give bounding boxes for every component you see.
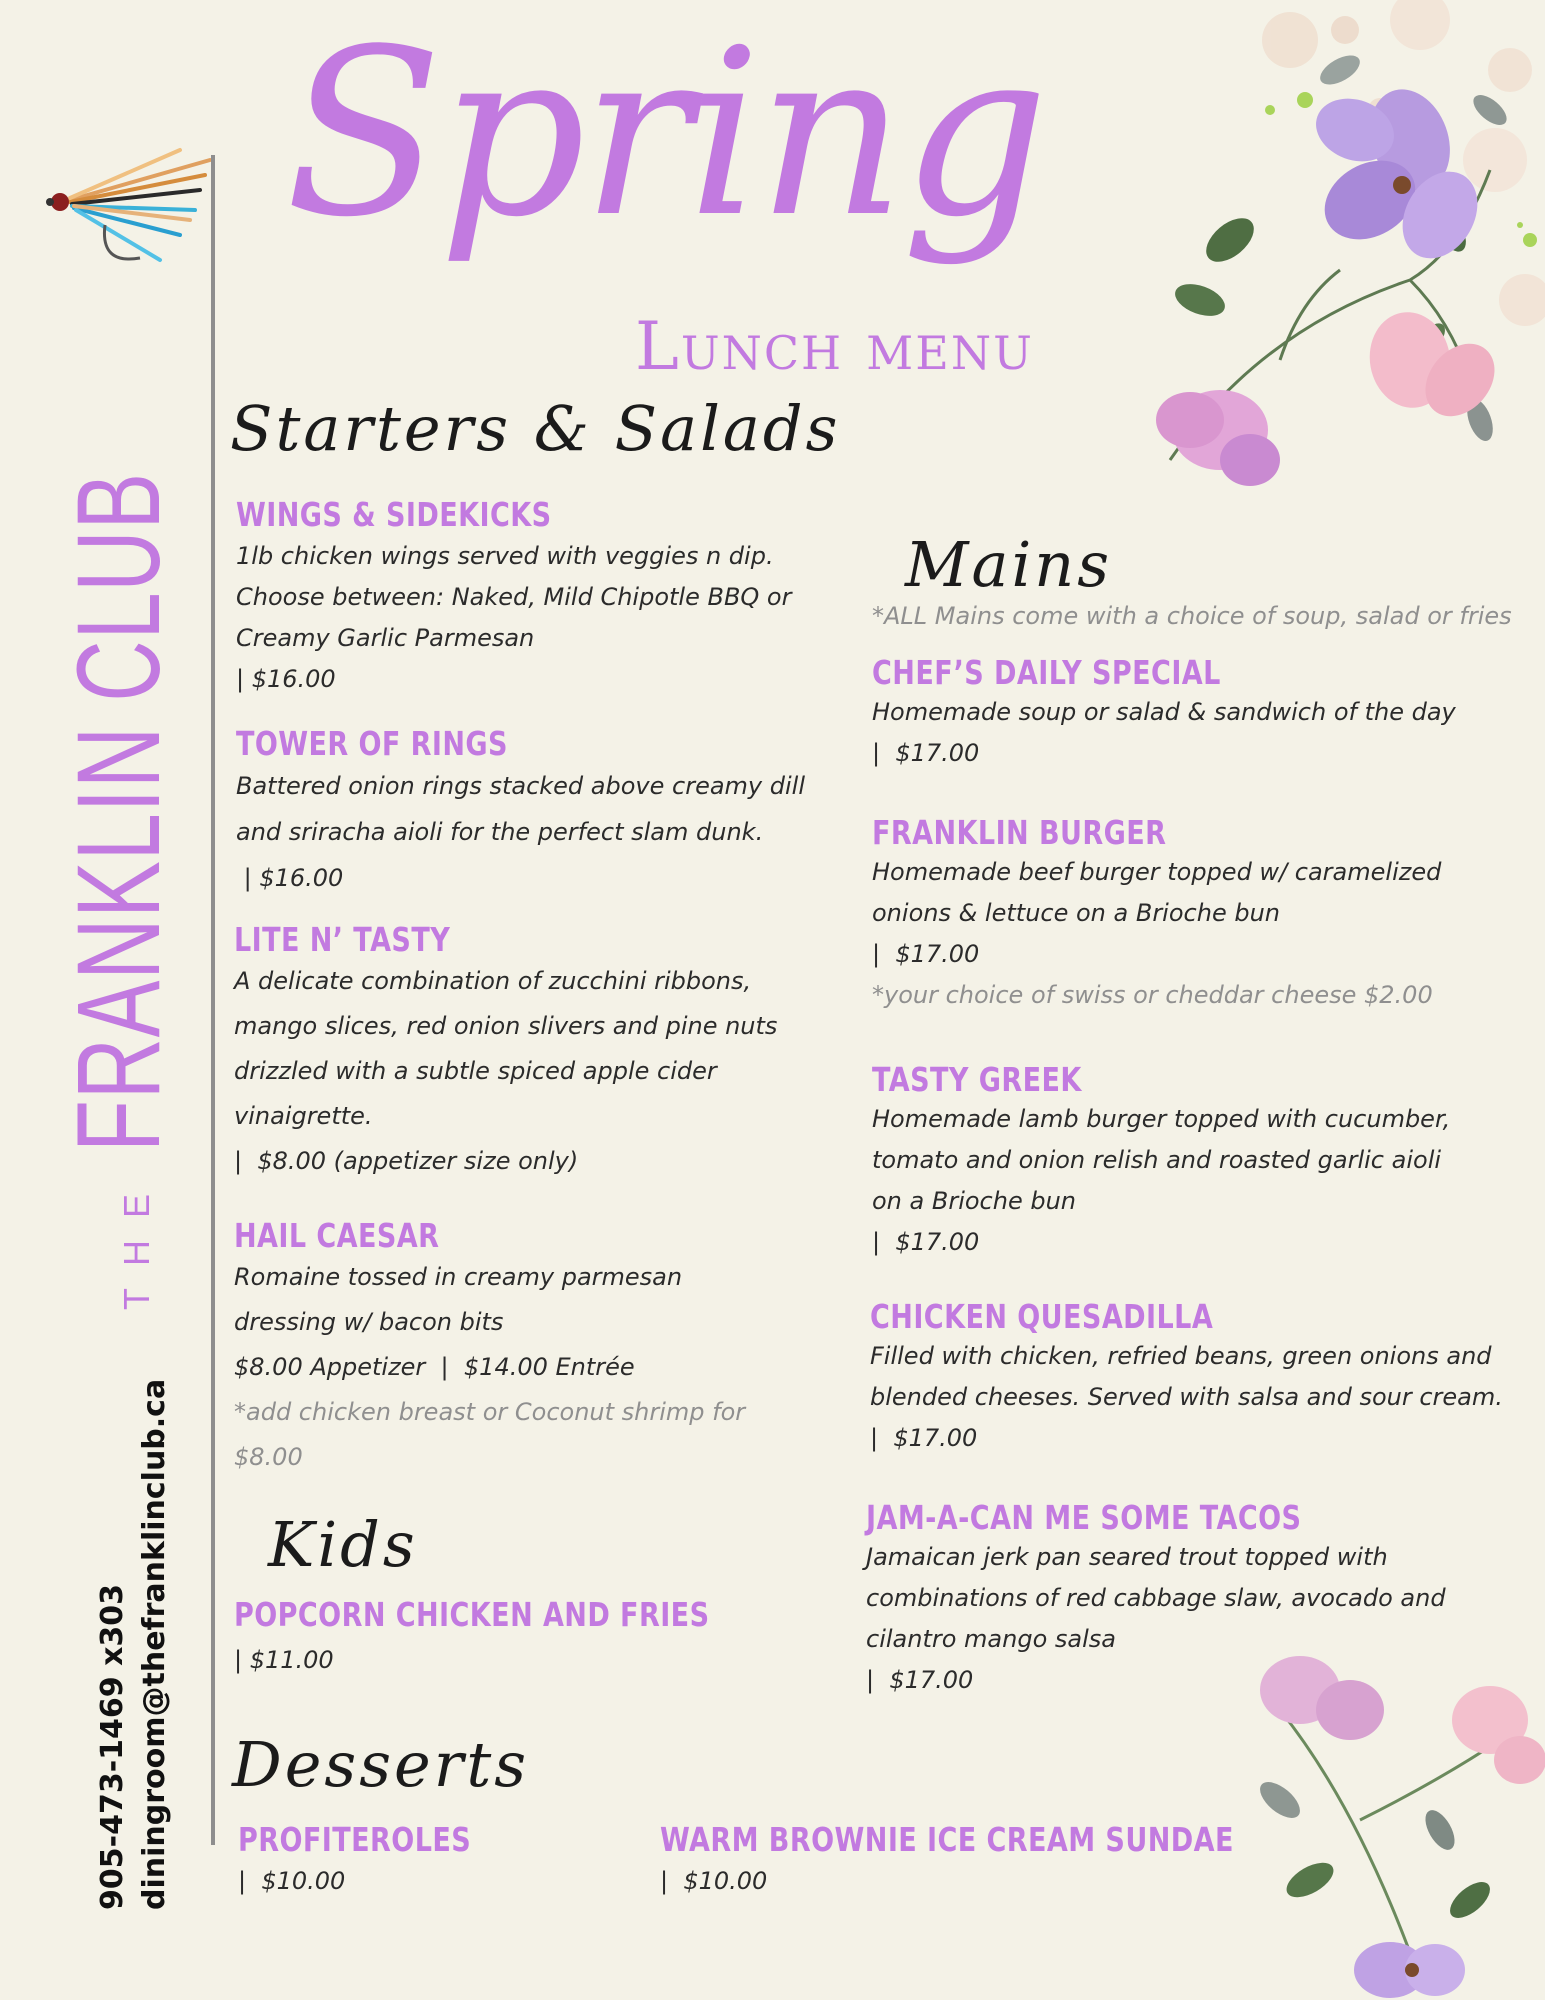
item-desc: Homemade soup or salad & sandwich of the day [872,698,1456,726]
item-price: | $17.00 [872,1228,980,1256]
main-item [872,653,1512,774]
item-name: CHEF’S DAILY SPECIAL [872,653,1221,692]
fishing-fly-logo [30,140,220,290]
section-starters-heading: Starters & Salads [230,392,841,465]
dessert-item [660,1820,1234,1902]
starter-item [236,495,836,700]
item-desc: Filled with chicken, refried beans, green onions and blended cheeses. Served with salsa and sour cream. [870,1342,1503,1411]
item-name: LITE N’ TASTY [234,920,451,959]
item-desc: Homemade beef burger topped w/ caramelized onions & lettuce on a Brioche bun [872,858,1442,927]
item-name: TOWER OF RINGS [236,724,508,763]
contact-email[interactable]: diningroom@thefranklinclub.ca [137,1378,172,1910]
item-name: WARM BROWNIE ICE CREAM SUNDAE [660,1820,1234,1859]
brand-vertical [38,270,185,1310]
item-name: WINGS & SIDEKICKS [236,495,552,534]
item-price: | $16.00 [236,665,336,693]
brand-name: FRANKLIN CLUB [53,472,185,1152]
section-desserts-heading: Desserts [232,1728,530,1801]
starter-item [234,1216,794,1480]
item-name: FRANKLIN BURGER [872,813,1167,852]
section-mains-heading: Mains [905,528,1113,601]
item-name: TASTY GREEK [872,1060,1082,1099]
item-price: | $17.00 [866,1666,974,1694]
contact-vertical [92,1350,202,1910]
item-price: | $16.00 [236,864,344,892]
item-name: PROFITEROLES [238,1820,472,1859]
main-item [870,1297,1510,1459]
item-price: | $8.00 (appetizer size only) [234,1147,579,1175]
item-name: POPCORN CHICKEN AND FRIES [234,1595,710,1634]
item-price: $8.00 Appetizer | $14.00 Entrée [234,1353,635,1381]
dessert-item [238,1820,558,1902]
item-price: | $10.00 [660,1867,768,1895]
mains-note: *ALL Mains come with a choice of soup, salad or fries [872,602,1512,630]
item-price: | $17.00 [872,739,980,767]
item-price: | $17.00 [870,1424,978,1452]
item-price: | $10.00 [238,1867,346,1895]
title-spring: Spring [285,1,1045,268]
kids-item [234,1595,754,1681]
item-desc: 1lb chicken wings served with veggies n dip. Choose between: Naked, Mild Chipotle BBQ or Creamy Garlic Parmesan [236,542,792,652]
main-item [866,1498,1466,1701]
starter-item [236,724,836,901]
floral-decoration-top [1130,0,1545,560]
item-desc: A delicate combination of zucchini ribbons, mango slices, red onion slivers and pine nuts drizzled with a subtle spiced apple cider vinaigrette. [234,967,778,1130]
section-kids-heading: Kids [268,1508,418,1581]
main-item [872,1060,1472,1263]
floral-decoration-bottom [1240,1650,1545,2000]
title-lunch-menu: Lunch menu [635,308,1034,385]
item-note: *your choice of swiss or cheddar cheese $2.00 [872,981,1433,1009]
item-desc: Battered onion rings stacked above creamy dill and sriracha aioli for the perfect slam dunk. [236,772,806,846]
item-desc: Jamaican jerk pan seared trout topped with combinations of red cabbage slaw, avocado and cilantro mango salsa [866,1543,1446,1653]
vertical-divider [211,155,215,1845]
item-desc: Romaine tossed in creamy parmesan dressing w/ bacon bits [234,1263,683,1336]
item-price: | $17.00 [872,940,980,968]
item-name: CHICKEN QUESADILLA [870,1297,1214,1336]
item-name: JAM-A-CAN ME SOME TACOS [866,1498,1302,1537]
item-desc: Homemade lamb burger topped with cucumber, tomato and onion relish and roasted garlic aioli on a Brioche bun [872,1105,1451,1215]
item-price: | $11.00 [234,1646,334,1674]
starter-item [234,920,794,1184]
contact-phone[interactable]: 905-473-1469 x303 [95,1583,130,1910]
main-item [872,813,1472,1016]
item-name: HAIL CAESAR [234,1216,440,1255]
brand-the: THE [116,1172,157,1310]
item-note: *add chicken breast or Coconut shrimp for $8.00 [234,1398,746,1471]
